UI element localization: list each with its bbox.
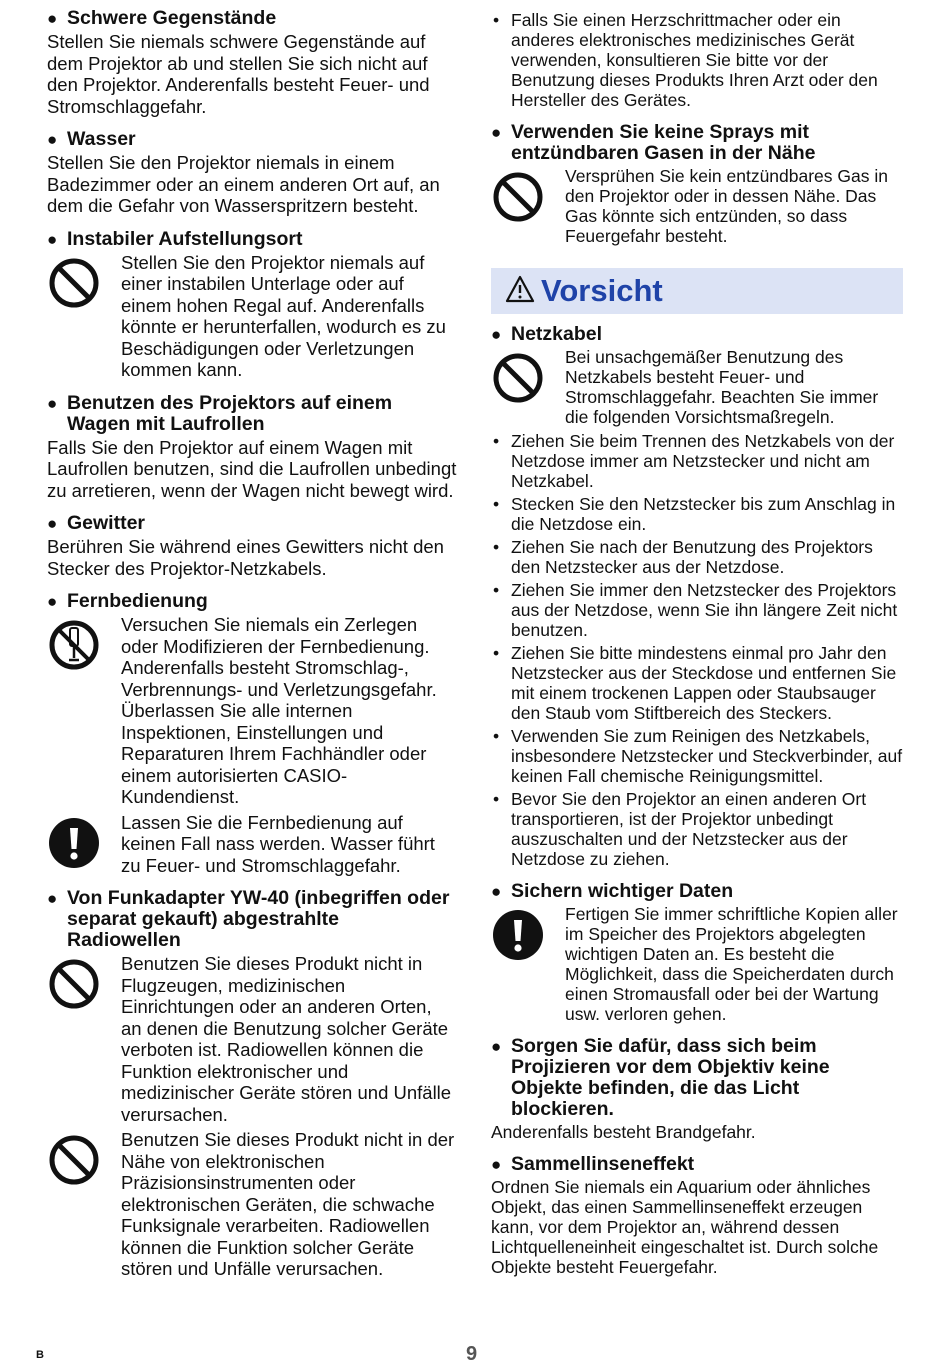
bullet-dot-icon: ● xyxy=(491,1155,502,1174)
bullet-icon: • xyxy=(493,431,500,451)
bullet-text: Stecken Sie den Netzstecker bis zum Anschlag in die Netzdose ein. xyxy=(511,494,896,534)
list-item xyxy=(491,726,903,786)
bullet-text: Ziehen Sie nach der Benutzung des Projektors den Netzstecker aus der Netzdose. xyxy=(511,537,873,577)
bullet-text: Ziehen Sie beim Trennen des Netzkabels von der Netzdose immer am Netzstecker und nicht am Netzkabel. xyxy=(511,431,895,491)
right-column xyxy=(491,8,903,1279)
section-text: Bei unsachgemäßer Benutzung des Netzkabels besteht Feuer- und Stromschlaggefahr. Beachten Sie immer die folgenden Vorsichtsmaßregeln. xyxy=(565,347,879,427)
section-title: Sammellinseneffekt xyxy=(511,1153,695,1175)
bullet-icon: • xyxy=(493,10,500,30)
prohibited-icon xyxy=(491,347,565,427)
list-item xyxy=(491,10,903,110)
section-sprays xyxy=(491,122,903,246)
section-gewitter xyxy=(47,513,457,579)
section-wagen-laufrollen xyxy=(47,393,457,502)
mandatory-action-icon xyxy=(47,812,121,877)
section-text: Fertigen Sie immer schriftliche Kopien aller im Speicher des Projektors abgelegten wichtigen Daten an. Es besteht die Möglichkeit, dass die Speicherdaten durch einen Stromausfall oder bei der Wartung usw. verloren gehen. xyxy=(565,904,898,1024)
bullet-dot-icon: ● xyxy=(47,9,58,28)
section-text: Berühren Sie während eines Gewitters nicht den Stecker des Projektor-Netzkabels. xyxy=(47,536,444,579)
bullet-dot-icon: ● xyxy=(47,592,58,611)
section-text: Benutzen Sie dieses Produkt nicht in der Nähe von elektronischen Präzisionsinstrumenten oder elektronischen Geräten, die schwache Funksignale verarbeiten. Radiowellen können die Funktion solcher Geräte stören und Unfälle verursachen. xyxy=(121,1129,455,1279)
section-schwere-gegenstaende xyxy=(47,8,457,117)
warning-triangle-icon xyxy=(505,275,535,308)
list-item xyxy=(491,494,903,534)
bullet-text: Verwenden Sie zum Reinigen des Netzkabels, insbesondere Netzstecker und Steckverbinder, auf keinen Fall chemische Reinigungsmittel. xyxy=(511,726,903,786)
bullet-dot-icon: ● xyxy=(47,889,58,908)
section-title: Netzkabel xyxy=(511,323,603,345)
bullet-icon: • xyxy=(493,537,500,557)
list-item xyxy=(491,789,903,869)
bullet-dot-icon: ● xyxy=(491,325,502,344)
prohibited-icon xyxy=(47,953,121,1125)
bullet-dot-icon: ● xyxy=(47,130,58,149)
section-text: Falls Sie den Projektor auf einem Wagen mit Laufrollen benutzen, sind die Laufrollen unbedingt zu arretieren, wenn der Wagen nicht bewegt wird. xyxy=(47,436,457,501)
prohibited-icon xyxy=(491,166,565,246)
section-title: Verwenden Sie keine Sprays mit entzündbaren Gasen in der Nähe xyxy=(511,121,816,164)
bullet-dot-icon: ● xyxy=(491,1037,502,1056)
section-instabiler-aufstellungsort xyxy=(47,229,457,381)
section-title: Fernbedienung xyxy=(67,590,208,612)
section-title: Sorgen Sie dafür, dass sich beim Projizieren vor dem Objektiv keine Objekte befinden, die das Licht blockieren. xyxy=(511,1035,830,1120)
list-item xyxy=(491,580,903,640)
section-title: Instabiler Aufstellungsort xyxy=(67,227,303,250)
section-fernbedienung xyxy=(47,591,457,876)
left-column xyxy=(47,8,457,1284)
list-item xyxy=(491,431,903,491)
no-disassembly-icon xyxy=(47,614,121,808)
bullet-dot-icon: ● xyxy=(491,123,502,142)
mandatory-action-icon xyxy=(491,904,565,1024)
bullet-dot-icon: ● xyxy=(47,393,58,413)
section-funkadapter xyxy=(47,888,457,1280)
section-title: Schwere Gegenstände xyxy=(67,7,277,29)
bullet-icon: • xyxy=(493,494,500,514)
section-sammellinseneffekt xyxy=(491,1154,903,1277)
section-text: Anderenfalls besteht Brandgefahr. xyxy=(491,1122,756,1142)
bullet-text: Ziehen Sie bitte mindestens einmal pro Jahr den Netzstecker aus der Steckdose und entfernen Sie mit einem trockenen Lappen oder Staubsauger den Staub vom Stiftbereich des Steckers. xyxy=(511,643,897,723)
bullet-icon: • xyxy=(493,580,500,600)
section-text: Versuchen Sie niemals ein Zerlegen oder Modifizieren der Fernbedienung. Anderenfalls besteht Stromschlag-, Verbrennungs- und Verletzungsgefahr. Überlassen Sie alle internen Inspektionen, Einstellungen und Reparaturen Ihrem Fachhändler oder einem autorisierten CASIO-Kundendienst. xyxy=(121,614,437,807)
bullet-text: Falls Sie einen Herzschrittmacher oder ein anderes elektronisches medizinisches Gerät verwenden, konsultieren Sie bitte vor der Benutzung dieses Produkts Ihren Arzt oder den Hersteller des Gerätes. xyxy=(511,10,878,110)
section-daten xyxy=(491,881,903,1024)
section-text: Stellen Sie niemals schwere Gegenstände auf dem Projektor ab und stellen Sie sich nicht auf den Projektor. Anderenfalls besteht Feuer- und Stromschlaggefahr. xyxy=(47,31,430,117)
section-objektiv xyxy=(491,1036,903,1142)
section-netzkabel xyxy=(491,324,903,869)
bullet-dot-icon: ● xyxy=(47,514,58,533)
footer-language-letter: B xyxy=(36,1349,44,1361)
section-text: Versprühen Sie kein entzündbares Gas in den Projektor oder in dessen Nähe. Das Gas könnte sich entzünden, so dass Feuergefahr besteht. xyxy=(565,166,888,246)
section-title: Sichern wichtiger Daten xyxy=(511,880,734,902)
section-title: Benutzen des Projektors auf einem Wagen mit Laufrollen xyxy=(67,391,393,435)
caution-banner xyxy=(491,268,903,314)
section-text: Lassen Sie die Fernbedienung auf keinen Fall nass werden. Wasser führt zu Feuer- und Stromschlaggefahr. xyxy=(121,811,435,876)
prohibited-icon xyxy=(47,252,121,381)
section-text: Stellen Sie den Projektor niemals auf einer instabilen Unterlage oder auf einem hohen Regal auf. Anderenfalls könnte er herunterfallen, wodurch es zu Beschädigungen oder Verletzungen kommen kann. xyxy=(121,251,446,380)
section-text: Benutzen Sie dieses Produkt nicht in Flugzeugen, medizinischen Einrichtungen oder an anderen Orten, an denen die Benutzung solcher Geräte verboten ist. Radiowellen können die Funktion elektronischer und medizinischer Geräte stören und Unfälle verursachen. xyxy=(121,953,452,1125)
bullet-dot-icon: ● xyxy=(491,882,502,901)
bullet-icon: • xyxy=(493,643,500,663)
bullet-text: Bevor Sie den Projektor an einen anderen Ort transportieren, ist der Projektor unbedingt auszuschalten und der Netzstecker aus der Netzdose zu ziehen. xyxy=(511,789,867,869)
section-text: Stellen Sie den Projektor niemals in einem Badezimmer oder an einem anderen Ort auf, an dem die Gefahr von Wasserspritzern besteht. xyxy=(47,152,440,216)
bullet-icon: • xyxy=(493,726,500,746)
section-title: Von Funkadapter YW-40 (inbegriffen oder separat gekauft) abgestrahlte Radiowellen xyxy=(67,887,450,951)
prohibited-icon xyxy=(47,1129,121,1280)
bullet-icon: • xyxy=(493,789,500,809)
caution-title: Vorsicht xyxy=(541,273,663,309)
list-item xyxy=(491,537,903,577)
page-number: 9 xyxy=(466,1343,478,1364)
bullet-dot-icon: ● xyxy=(47,229,58,249)
section-wasser xyxy=(47,129,457,217)
section-title: Gewitter xyxy=(67,512,146,534)
section-title: Wasser xyxy=(67,128,136,150)
section-text: Ordnen Sie niemals ein Aquarium oder ähnliches Objekt, das einen Sammellinseneffekt erzeugen kann, vor dem Projektor an, während dessen Lichtquelleneinheit eingeschaltet ist. Durch solche Objekte besteht Feuergefahr. xyxy=(491,1177,879,1277)
list-item xyxy=(491,643,903,723)
bullet-text: Ziehen Sie immer den Netzstecker des Projektors aus der Netzdose, wenn Sie ihn längere Zeit nicht benutzen. xyxy=(511,580,898,640)
